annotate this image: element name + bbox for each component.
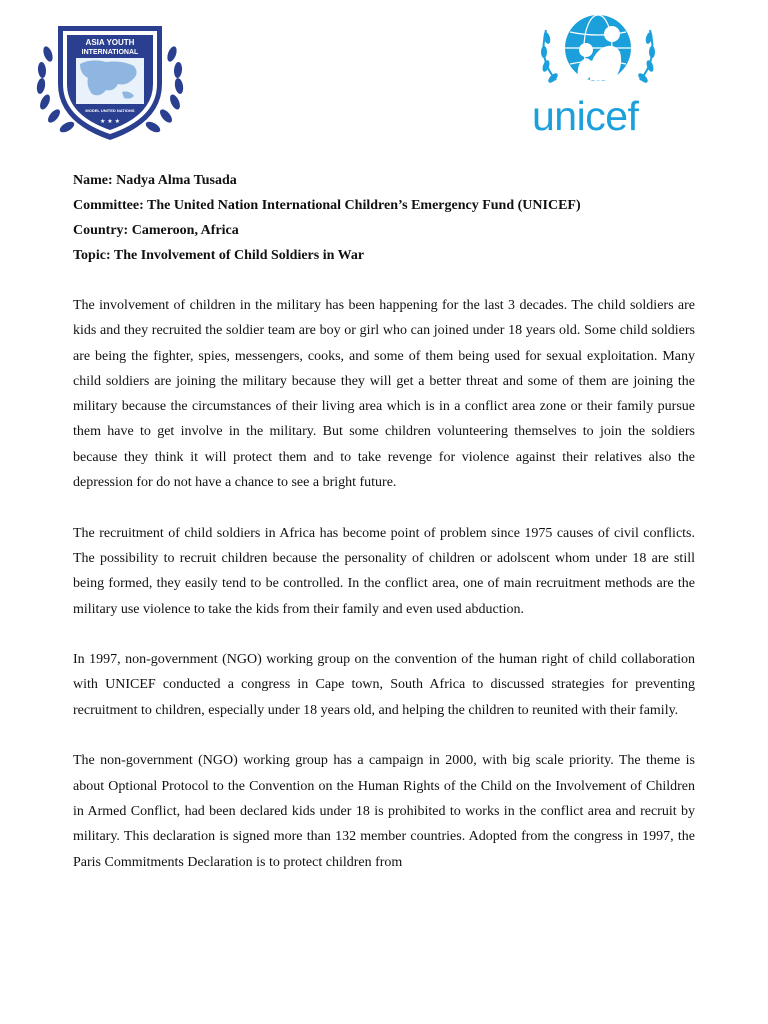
unicef-emblem-icon bbox=[528, 10, 668, 100]
logo-subtitle: MODEL UNITED NATIONS bbox=[85, 108, 135, 113]
unicef-wordmark: unicef bbox=[532, 93, 639, 139]
mun-emblem bbox=[30, 14, 190, 144]
paragraph: The involvement of children in the military has been happening for the last 3 decades. The child soldiers are kids and they recruited the soldier team are boy or girl who can joined under 18 years old. Some child soldiers are being the fighter, spies, messengers, cooks, and some of them being used for sexual exploitation. Many child soldiers are joining the military because they will get a better threat and some of them are joining the military because the circumstances of their living area which is in a conflict area zone or their family pursue them have to get involve in the military. But some children volunteering themselves to join the soldiers because they think it will protect them and to take revenge for violence against their relatives also the depression for do not have a chance to see a bright future. bbox=[73, 298, 695, 491]
committee: Committee: The United Nation International Children’s Emergency Fund (UNICEF) bbox=[73, 198, 581, 213]
topic: Topic: The Involvement of Child Soldiers in War bbox=[73, 248, 365, 263]
logo-title-line2: INTERNATIONAL bbox=[81, 49, 139, 56]
paragraph: The recruitment of child soldiers in Africa has become point of problem since 1975 causes of civil conflicts. The possibility to recruit children because the personality of children or adolscent whom under 18 are still being formed, they easily tend to be controlled. In the conflict area, one of main recruitment methods are the military use violence to take the kids from their family and even used abduction. bbox=[73, 525, 695, 617]
position-paper-body bbox=[73, 293, 695, 900]
delegate-name: Name: Nadya Alma Tusada bbox=[73, 173, 237, 188]
paragraph: In 1997, non-government (NGO) working group on the convention of the human right of child collaboration with UNICEF conducted a congress in Cape town, South Africa to discussed strategies for preventing recruitment to children, especially under 18 years old, and helping the children to reunited with their family. bbox=[73, 652, 695, 718]
asia-youth-international-mun-logo bbox=[30, 14, 190, 144]
logo-title-line1: ASIA YOUTH bbox=[85, 38, 135, 47]
delegate-info bbox=[73, 168, 713, 268]
paragraph: The non-government (NGO) working group has a campaign in 2000, with big scale priority. The theme is about Optional Protocol to the Convention on the Human Rights of the Child on the Involvement of Children in Armed Conflict, had been declared kids under 18 is prohibited to works in the conflict area and recruit by military. This declaration is signed more than 132 member countries. Adopted from the congress in 1997, the Paris Commitments Declaration is to protect children from bbox=[73, 753, 695, 870]
stars-icon: ★ ★ ★ bbox=[100, 118, 120, 125]
country: Country: Cameroon, Africa bbox=[73, 223, 239, 238]
